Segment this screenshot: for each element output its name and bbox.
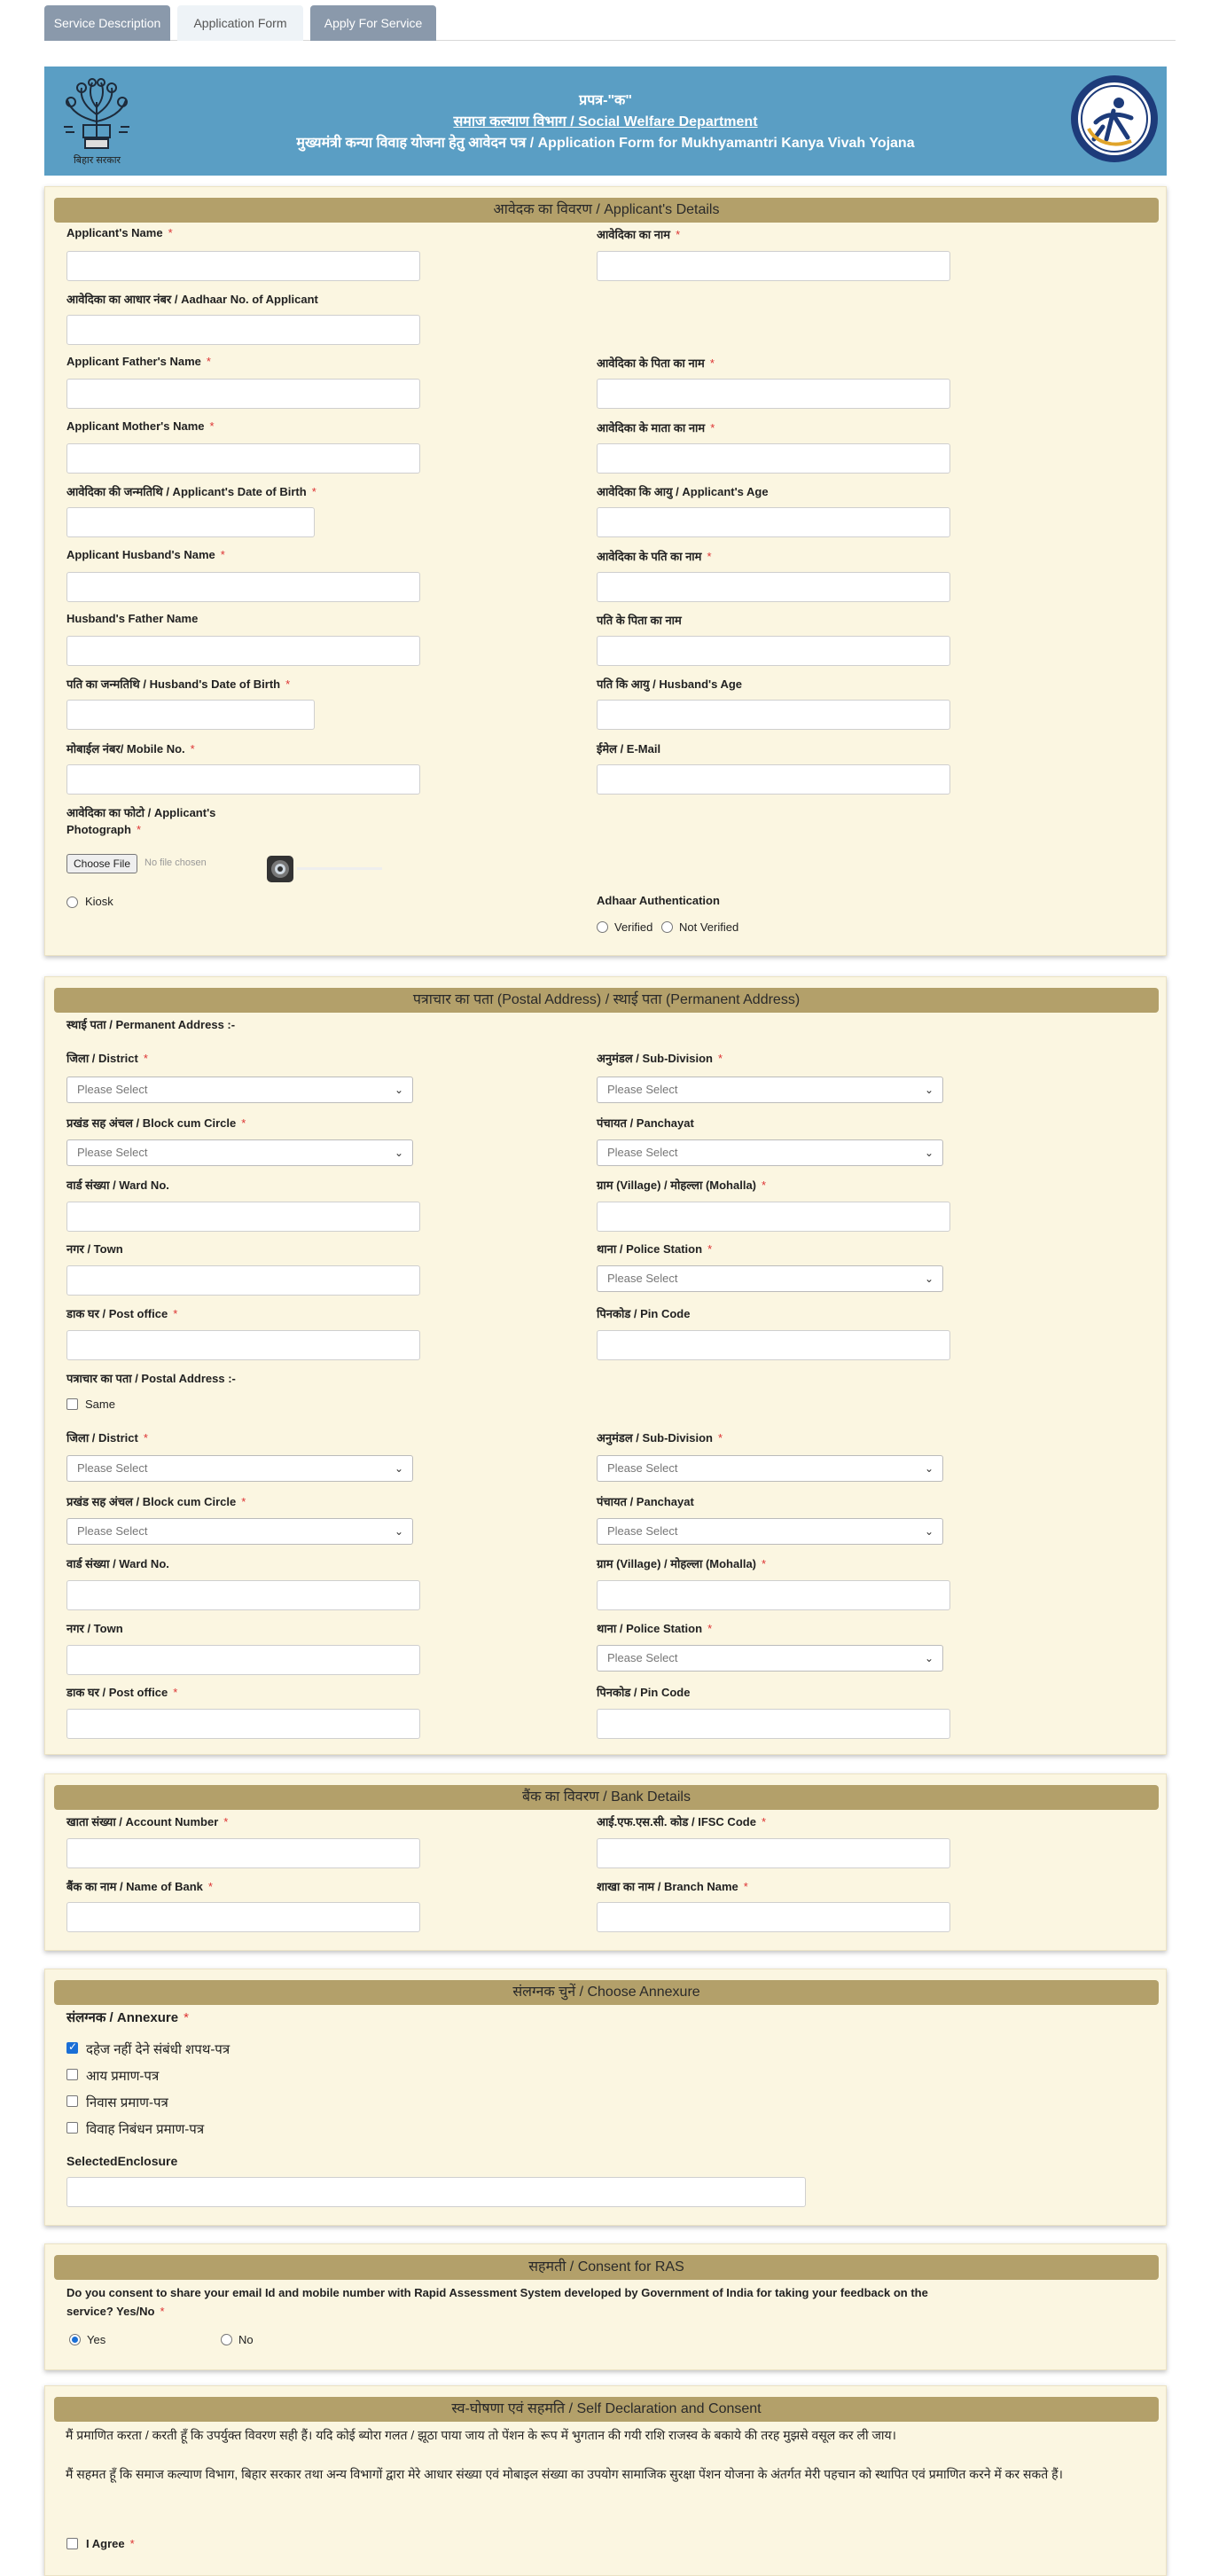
same-label: Same [85,1398,115,1411]
verified-label: Verified [614,920,653,934]
ifsc-input[interactable] [597,1838,950,1868]
dob-label: आवेदिका की जन्मतिथि / Applicant's Date of Birth * [66,485,316,498]
annexure-item-label: विवाह निबंधन प्रमाण-पत्र [86,2122,205,2137]
postal-post-input[interactable] [66,1709,420,1739]
kiosk-label: Kiosk [85,895,113,908]
perm-block-label: प्रखंड सह अंचल / Block cum Circle * [66,1116,246,1130]
declaration-panel [44,2385,1167,2576]
account-label: खाता संख्या / Account Number * [66,1815,229,1828]
address-panel [44,976,1167,1755]
postal-district-select[interactable]: Please Select ⌄ [66,1455,413,1482]
applicant-details-heading: आवेदक का विवरण / Applicant's Details [54,198,1159,223]
dob-input[interactable] [66,507,315,537]
perm-town-label: नगर / Town [66,1242,123,1256]
consent-no-label: No [238,2333,254,2346]
perm-village-label: ग्राम (Village) / मोहल्ला (Mohalla) * [597,1178,767,1192]
mother-name-hi-input[interactable] [597,443,950,474]
perm-panchayat-select[interactable]: Please Select ⌄ [597,1139,943,1166]
branch-input[interactable] [597,1902,950,1932]
emblem-caption: बिहार सरकार [73,155,121,166]
perm-town-input[interactable] [66,1265,420,1296]
postal-subdivision-label: अनुमंडल / Sub-Division * [597,1431,723,1445]
perm-block-select[interactable]: Please Select ⌄ [66,1139,413,1166]
no-file-text: No file chosen [145,857,207,868]
bank-name-input[interactable] [66,1902,420,1932]
husband-father-hi-label: पति के पिता का नाम [597,614,682,627]
bank-heading: बैंक का विवरण / Bank Details [54,1785,1159,1810]
husband-age-input [597,700,950,730]
annexure-item-label: निवास प्रमाण-पत्र [86,2095,168,2110]
father-name-hi-label: आवेदिका के पिता का नाम * [597,356,715,370]
postal-pin-label: पिनकोड / Pin Code [597,1686,691,1699]
postal-panchayat-select[interactable]: Please Select ⌄ [597,1518,943,1545]
perm-police-label: थाना / Police Station * [597,1242,713,1256]
postal-panchayat-label: पंचायत / Panchayat [597,1495,694,1508]
selected-enclosure-input [66,2177,806,2207]
not-verified-radio[interactable] [661,921,673,933]
perm-district-label: जिला / District * [66,1052,148,1065]
postal-pin-input[interactable] [597,1709,950,1739]
form-header [44,67,1167,176]
husband-age-label: पति कि आयु / Husband's Age [597,677,743,691]
postal-block-label: प्रखंड सह अंचल / Block cum Circle * [66,1495,246,1508]
consent-no-radio[interactable] [221,2334,232,2345]
declaration-heading: स्व-घोषणा एवं सहमति / Self Declaration and Consent [54,2397,1159,2422]
not-verified-label: Not Verified [679,920,739,934]
page-title: मुख्यमंत्री कन्या विवाह योजना हेतु आवेदन पत्र / Application Form for Mukhyamantri Kanya Vivah Yojana [296,136,915,151]
perm-ward-label: वार्ड संख्या / Ward No. [66,1178,169,1192]
perm-pin-label: पिनकोड / Pin Code [597,1307,691,1320]
postal-district-label: जिला / District * [66,1431,148,1445]
postal-village-input[interactable] [597,1580,950,1610]
annexure-checkbox-residence[interactable] [66,2095,78,2107]
perm-ward-input[interactable] [66,1202,420,1232]
annexure-label: संलग्नक / Annexure * [66,2010,189,2025]
address-heading: पत्राचार का पता (Postal Address) / स्थाई पता (Permanent Address) [54,988,1159,1013]
husband-name-input[interactable] [66,572,420,602]
ifsc-label: आई.एफ.एस.सी. कोड / IFSC Code * [597,1815,766,1828]
perm-village-input[interactable] [597,1202,950,1232]
husband-name-hi-label: आवेदिका के पति का नाम * [597,550,712,563]
age-label: आवेदिका कि आयु / Applicant's Age [597,485,769,498]
applicant-name-label: Applicant's Name * [66,226,173,239]
postal-police-select[interactable]: Please Select ⌄ [597,1645,943,1672]
postal-address-label: पत्राचार का पता / Postal Address :- [66,1372,236,1385]
husband-dob-label: पति का जन्मतिथि / Husband's Date of Birth * [66,677,291,691]
branch-label: शाखा का नाम / Branch Name * [597,1880,748,1893]
mother-name-hi-label: आवेदिका के माता का नाम * [597,421,715,435]
postal-ward-label: वार्ड संख्या / Ward No. [66,1557,169,1570]
annexure-checkbox-income[interactable] [66,2069,78,2080]
email-label: ईमेल / E-Mail [597,742,661,756]
choose-file-button[interactable]: Choose File [66,854,137,873]
mother-name-input[interactable] [66,443,420,474]
same-checkbox[interactable] [66,1398,78,1410]
applicant-name-hi-label: आवेदिका का नाम * [597,228,681,241]
father-name-label: Applicant Father's Name * [66,355,211,368]
husband-father-hi-input[interactable] [597,636,950,666]
annexure-item-label: दहेज नहीं देने संबंधी शपथ-पत्र [86,2042,230,2057]
annexure-panel [44,1969,1167,2226]
perm-pin-input[interactable] [597,1330,950,1360]
postal-town-input[interactable] [66,1645,420,1675]
camera-icon[interactable] [267,856,293,882]
selected-enclosure-label: SelectedEnclosure [66,2154,178,2168]
consent-question: Do you consent to share your email Id and mobile number with Rapid Assessment System developed by Government of India for taking your feedback on the [66,2286,928,2299]
tab-bar [44,5,1176,41]
perm-district-select[interactable]: Please Select ⌄ [66,1077,413,1103]
declaration-paragraph-1: मैं प्रमाणित करता / करती हूँ कि उपर्युक्त विवरण सही हैं। यदि कोई ब्योरा गलत / झूठा पाया जाय तो पेंशन के रूप में भुगतान की गयी राशि राजस्व के बकाये की तरह मुझसे वसूल कर ली जाय। [66,2428,896,2442]
husband-name-hi-input[interactable] [597,572,950,602]
annexure-checkbox-marriage[interactable] [66,2122,78,2134]
consent-yes-radio[interactable] [69,2334,81,2345]
consent-question-2: service? Yes/No * [66,2305,165,2318]
postal-ward-input[interactable] [66,1580,420,1610]
husband-father-input[interactable] [66,636,420,666]
form-number: प्रपत्र-"क" [579,93,632,108]
father-name-input[interactable] [66,379,420,409]
postal-police-label: थाना / Police Station * [597,1622,713,1635]
postal-block-select[interactable]: Please Select ⌄ [66,1518,413,1545]
husband-name-label: Applicant Husband's Name * [66,548,225,561]
tab-apply-for-service[interactable]: Apply For Service [310,5,436,41]
kiosk-radio[interactable] [66,897,78,908]
social-welfare-seal-icon [1069,74,1160,164]
consent-heading: सहमती / Consent for RAS [54,2255,1159,2280]
consent-yes-label: Yes [87,2333,106,2346]
age-input [597,507,950,537]
postal-village-label: ग्राम (Village) / मोहल्ला (Mohalla) * [597,1557,767,1570]
verified-radio[interactable] [597,921,608,933]
aadhaar-input[interactable] [66,315,420,345]
tab-application-form[interactable]: Application Form [177,5,303,41]
annexure-item-label: आय प्रमाण-पत्र [86,2069,160,2084]
applicant-name-hi-input[interactable] [597,251,950,281]
perm-panchayat-label: पंचायत / Panchayat [597,1116,694,1130]
tab-service-description[interactable]: Service Description [44,5,170,41]
account-input[interactable] [66,1838,420,1868]
father-name-hi-input[interactable] [597,379,950,409]
perm-police-select[interactable]: Please Select ⌄ [597,1265,943,1292]
bank-name-label: बैंक का नाम / Name of Bank * [66,1880,213,1893]
mother-name-label: Applicant Mother's Name * [66,419,215,433]
bank-details-panel [44,1773,1167,1951]
mobile-label: मोबाईल नंबर/ Mobile No. * [66,742,195,756]
email-input[interactable] [597,764,950,795]
mobile-input[interactable] [66,764,420,795]
husband-dob-input[interactable] [66,700,315,730]
postal-subdivision-select[interactable]: Please Select ⌄ [597,1455,943,1482]
photo-label-2: Photograph * [66,823,141,836]
declaration-paragraph-2: मैं सहमत हूँ कि समाज कल्याण विभाग, बिहार सरकार तथा अन्य विभागों द्वारा मेरे आधार संख्या एवं मोबाइल संख्या का उपयोग सामाजिक सुरक्षा पेंशन योजना के अंतर्गत मेरी पहचान को स्थापित एवं प्रमाणित करने में कर सकते हैं। [66,2467,1063,2481]
annexure-checkbox-dowry[interactable] [66,2042,78,2054]
postal-town-label: नगर / Town [66,1622,123,1635]
permanent-address-label: स्थाई पता / Permanent Address :- [66,1018,236,1031]
applicant-name-input[interactable] [66,251,420,281]
postal-post-label: डाक घर / Post office * [66,1686,178,1699]
camera-preview-bar [297,867,382,870]
applicant-details-panel [44,186,1167,956]
photo-label: आवेदिका का फोटो / Applicant's [66,806,216,819]
husband-father-label: Husband's Father Name [66,612,199,625]
consent-panel [44,2243,1167,2370]
perm-post-input[interactable] [66,1330,420,1360]
agree-checkbox[interactable] [66,2538,78,2549]
aadhaar-label: आवेदिका का आधार नंबर / Aadhaar No. of Applicant [66,293,318,306]
department-title: समाज कल्याण विभाग / Social Welfare Department [453,114,758,129]
perm-post-label: डाक घर / Post office * [66,1307,178,1320]
perm-subdivision-label: अनुमंडल / Sub-Division * [597,1052,723,1065]
agree-label: I Agree * [86,2537,135,2550]
adhaar-auth-label: Adhaar Authentication [597,894,720,907]
perm-subdivision-select[interactable]: Please Select ⌄ [597,1077,943,1103]
annexure-heading: संलग्नक चुनें / Choose Annexure [54,1980,1159,2005]
